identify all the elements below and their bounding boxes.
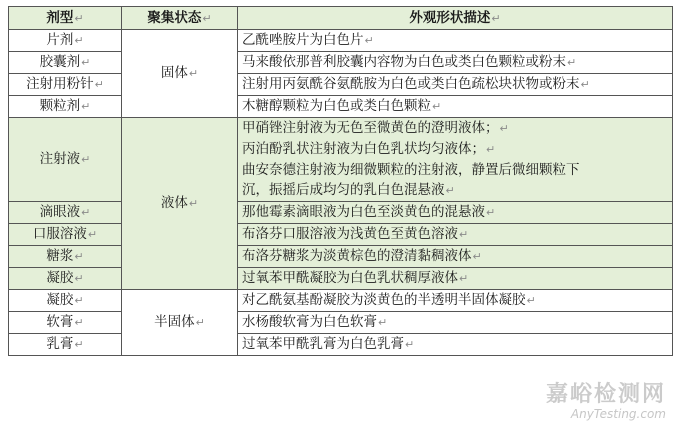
appearance-description-cell bbox=[238, 224, 673, 246]
description-line: 对乙酰氨基酚凝胶为淡黄色的半透明半固体凝胶↵ bbox=[242, 292, 536, 308]
table-row bbox=[9, 246, 673, 268]
table-row bbox=[9, 74, 673, 96]
description-line: 那他霉素滴眼液为白色至淡黄色的混悬液↵ bbox=[242, 204, 496, 220]
description-line: 甲硝锉注射液为无色至微黄色的澄明液体；↵ bbox=[242, 120, 509, 136]
appearance-description-cell bbox=[238, 118, 673, 202]
dosage-form-table bbox=[8, 6, 673, 356]
table-row bbox=[9, 118, 673, 202]
table-row bbox=[9, 52, 673, 74]
dosage-form-cell: 注射用粉针↵ bbox=[9, 74, 122, 96]
dosage-form-cell: 凝胶↵ bbox=[9, 290, 122, 312]
appearance-description-cell bbox=[238, 52, 673, 74]
table-row bbox=[9, 224, 673, 246]
header-row bbox=[9, 7, 673, 30]
table-row bbox=[9, 30, 673, 52]
description-line: 布洛芬糖浆为淡黄棕色的澄清黏稠液体↵ bbox=[242, 248, 482, 264]
dosage-form-cell: 口服溶液↵ bbox=[9, 224, 122, 246]
header-appearance-description: 外观形状描述↵ bbox=[238, 7, 673, 30]
appearance-description-cell bbox=[238, 290, 673, 312]
table-row bbox=[9, 268, 673, 290]
appearance-description-cell bbox=[238, 312, 673, 334]
header-aggregation-state: 聚集状态↵ bbox=[122, 7, 238, 30]
table-row bbox=[9, 312, 673, 334]
appearance-description-cell bbox=[238, 74, 673, 96]
dosage-form-cell: 注射液↵ bbox=[9, 118, 122, 202]
description-line: 乙酰唑胺片为白色片↵ bbox=[242, 32, 374, 48]
watermark-cn: 嘉峪检测网 bbox=[545, 382, 666, 407]
dosage-form-cell: 颗粒剂↵ bbox=[9, 96, 122, 118]
appearance-description-cell bbox=[238, 334, 673, 356]
aggregation-state-cell: 半固体↵ bbox=[122, 290, 238, 356]
description-line: 沉，振摇后成均匀的乳白色混悬液↵ bbox=[242, 182, 455, 198]
description-line: 马来酸依那普利胶囊内容物为白色或类白色颗粒或粉末↵ bbox=[242, 54, 577, 70]
description-line: 曲安奈德注射液为细微颗粒的注射液，静置后微细颗粒下 bbox=[242, 162, 580, 178]
table-row bbox=[9, 334, 673, 356]
table-row bbox=[9, 96, 673, 118]
dosage-form-cell: 乳膏↵ bbox=[9, 334, 122, 356]
description-line: 丙泊酚乳状注射液为白色乳状均匀液体；↵ bbox=[242, 141, 496, 157]
dosage-form-cell: 软膏↵ bbox=[9, 312, 122, 334]
appearance-description-cell bbox=[238, 30, 673, 52]
dosage-form-cell: 滴眼液↵ bbox=[9, 202, 122, 224]
table-body bbox=[9, 30, 673, 356]
description-line: 布洛芬口服溶液为浅黄色至黄色溶液↵ bbox=[242, 226, 469, 242]
description-line: 注射用丙氨酰谷氨酰胺为白色或类白色疏松块状物或粉末↵ bbox=[242, 76, 590, 92]
appearance-description-cell bbox=[238, 268, 673, 290]
watermark bbox=[546, 383, 666, 421]
table-row bbox=[9, 290, 673, 312]
dosage-form-cell: 胶囊剂↵ bbox=[9, 52, 122, 74]
description-line: 过氧苯甲酰乳膏为白色乳膏↵ bbox=[242, 336, 415, 352]
appearance-description-cell bbox=[238, 202, 673, 224]
aggregation-state-cell: 固体↵ bbox=[122, 30, 238, 118]
header-dosage-form: 剂型↵ bbox=[9, 7, 122, 30]
watermark-en: AnyTesting.com bbox=[570, 407, 666, 421]
aggregation-state-cell: 液体↵ bbox=[122, 118, 238, 290]
dosage-form-cell: 糖浆↵ bbox=[9, 246, 122, 268]
description-line: 木糖醇颗粒为白色或类白色颗粒↵ bbox=[242, 98, 442, 114]
table-row bbox=[9, 202, 673, 224]
dosage-form-cell: 片剂↵ bbox=[9, 30, 122, 52]
description-line: 水杨酸软膏为白色软膏↵ bbox=[242, 314, 388, 330]
appearance-description-cell bbox=[238, 96, 673, 118]
dosage-form-cell: 凝胶↵ bbox=[9, 268, 122, 290]
description-line: 过氧苯甲酰凝胶为白色乳状稠厚液体↵ bbox=[242, 270, 469, 286]
appearance-description-cell bbox=[238, 246, 673, 268]
